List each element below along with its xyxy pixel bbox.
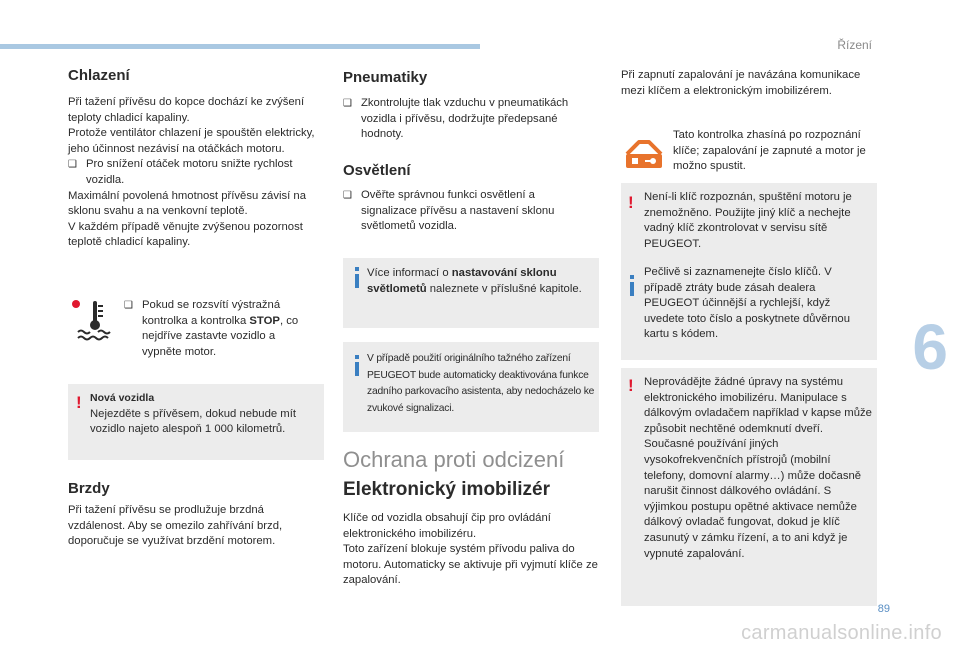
new-vehicle-content xyxy=(90,391,312,438)
headlamp-info-bold: nastavování sklonu světlometů xyxy=(367,267,557,295)
info-icon-dot xyxy=(355,267,359,271)
exclamation-icon: ! xyxy=(76,393,82,412)
key-not-recognized-text: Není-li klíč rozpoznán, spuštění motoru je znemožněno. Použijte jiný klíč a nechejte vadný klíč zkontrolovat v servisu sítě PEUGEOT. xyxy=(644,191,852,250)
watermark: carmanualsonline.info xyxy=(741,622,942,644)
exclamation-icon: ! xyxy=(628,376,634,395)
cooling-bullet-text: Pro snížení otáček motoru snižte rychlost vozidla. xyxy=(86,158,293,186)
headlamp-info-box xyxy=(343,258,599,328)
new-vehicle-text: Nejezděte s přívěsem, dokud nebude mít vozidlo najeto alespoň 1 000 kilometrů. xyxy=(90,407,296,436)
exclamation-icon: ! xyxy=(628,193,634,212)
immobilizer-paragraph-1: Klíče od vozidla obsahují čip pro ovládání elektronického imobilizéru. xyxy=(343,512,551,540)
no-modifications-box xyxy=(621,368,877,606)
cooling-paragraph-1: Při tažení přívěsu do kopce dochází ke zvýšení teploty chladicí kapaliny. xyxy=(68,96,305,124)
key-warning-icon xyxy=(623,138,665,172)
tyres-heading: Pneumatiky xyxy=(343,69,428,86)
cooling-bullet xyxy=(68,157,324,188)
lights-bullet xyxy=(343,188,583,235)
new-vehicle-title: Nová vozidla xyxy=(90,392,155,404)
checkbox-bullet-icon: ❑ xyxy=(343,98,352,109)
info-icon-dot xyxy=(355,355,359,359)
lamp-text: Tato kontrolka zhasíná po rozpoznání klíče; zapalování je zapnuté a motor je možno spustit. xyxy=(673,129,866,173)
no-modifications-text: Neprovádějte žádné úpravy na systému elektronického imobilizéru. Manipulace s dálkovým ovladačem například v kapse může způsobit nechtěné odemknutí dveří. Současné používání jiných vysokofrekvenčních přístrojů (mobilní telefony, domovní alarmy…) může dočasně narušit činnost dálkového ovládání. S výjimkou postupu opětné aktivace nemůže dálkový ovladač fungovat, dokud je klíč zasunutý v zámku řízení, a to ani když je vypnuté zapalování. xyxy=(644,376,872,560)
page-number: 89 xyxy=(877,603,890,615)
new-vehicle-box xyxy=(68,384,324,460)
warning-lamp-text-1: Pokud se rozsvítí výstražná kontrolka a kontrolka xyxy=(142,299,281,327)
lights-heading: Osvětlení xyxy=(343,162,411,179)
tyres-bullet-text: Zkontrolujte tlak vzduchu v pneumatikách vozidla i přívěsu, dodržujte předepsané hodnoty. xyxy=(361,97,569,141)
warning-lamp-text-2: , co nejdříve zastavte vozidlo a vypněte motor. xyxy=(142,314,299,358)
info-icon xyxy=(630,282,634,296)
section-label: Řízení xyxy=(837,38,872,52)
warning-lamp-text-bold: STOP xyxy=(249,314,280,327)
key-number-info-box xyxy=(621,262,877,360)
chapter-number: 6 xyxy=(912,311,948,383)
brakes-text: Při tažení přívěsu se prodlužuje brzdná vzdálenost. Aby se omezilo zahřívání brzd, doporučuje se využívat brzdění motorem. xyxy=(68,504,283,548)
info-icon-dot xyxy=(630,275,634,279)
cooling-paragraph-3: Maximální povolená hmotnost přívěsu závisí na sklonu svahu a na venkovní teplotě. xyxy=(68,189,306,218)
towbar-info-box xyxy=(343,342,599,432)
coolant-temperature-icon xyxy=(72,298,118,344)
theft-protection-heading: Ochrana proti odcizení xyxy=(343,447,565,472)
brakes-heading: Brzdy xyxy=(68,480,110,497)
info-icon xyxy=(355,274,359,288)
cooling-text xyxy=(68,95,324,251)
immobilizer-intro: Při zapnutí zapalování je navázána komunikace mezi klíčem a elektronickým imobilizérem. xyxy=(621,69,861,97)
headlamp-info-pre: Více informací o xyxy=(367,267,452,279)
immobilizer-heading: Elektronický imobilizér xyxy=(343,479,550,500)
headlamp-info-text xyxy=(367,266,589,297)
cooling-paragraph-4: V každém případě věnujte zvýšenou pozornost teplotě chladicí kapaliny. xyxy=(68,220,303,249)
towbar-info-text: V případě použití originálního tažného zařízení PEUGEOT bude automaticky deaktivována funkce zadního parkovacího asistenta, aby nedocházelo ke zvukové signalizaci. xyxy=(367,353,595,414)
info-icon xyxy=(355,362,359,376)
cooling-paragraph-2: Protože ventilátor chlazení je spouštěn elektricky, jeho účinnost nezávisí na otáčkách motoru. xyxy=(68,127,315,155)
header-accent-bar xyxy=(0,44,480,49)
warning-lamp-bullet xyxy=(124,298,302,360)
key-number-info-text: Pečlivě si zaznamenejte číslo klíčů. V případě ztráty bude zásah dealera PEUGEOT účinnější a rychlejší, když uvedete toto číslo a poskytnete důvěrnou kartu s kódem. xyxy=(644,266,850,341)
checkbox-bullet-icon: ❑ xyxy=(68,159,77,171)
lights-bullet-text: Ověřte správnou funkci osvětlení a signalizace přívěsu a nastavení sklonu světlometů vozidla. xyxy=(361,189,555,233)
checkbox-bullet-icon: ❑ xyxy=(124,300,133,311)
immobilizer-text xyxy=(343,511,599,589)
checkbox-bullet-icon: ❑ xyxy=(343,190,352,201)
cooling-heading: Chlazení xyxy=(68,67,130,84)
headlamp-info-post: naleznete v příslušné kapitole. xyxy=(426,282,582,295)
key-not-recognized-box xyxy=(621,183,877,264)
immobilizer-paragraph-2: Toto zařízení blokuje systém přívodu paliva do motoru. Automaticky se aktivuje při vyjmutí klíče ze zapalování. xyxy=(343,543,598,587)
tyres-bullet xyxy=(343,96,583,143)
